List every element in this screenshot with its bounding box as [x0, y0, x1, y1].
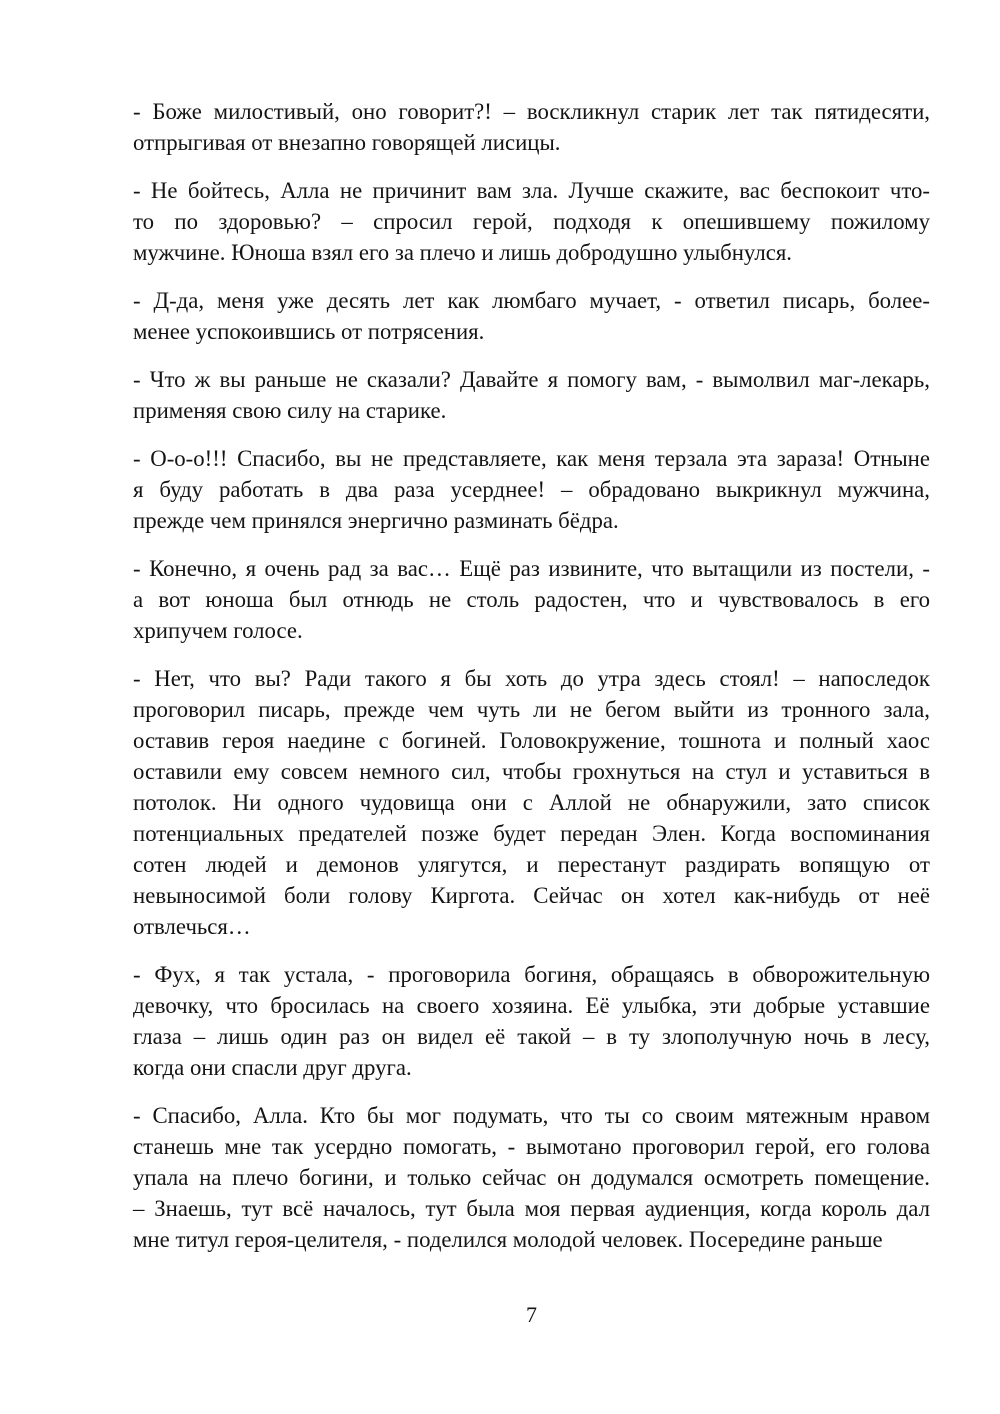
text-line: проговорил писарь, прежде чем чуть ли не бегом выйти из тронного зала, [133, 697, 930, 722]
paragraph [133, 175, 930, 268]
text-line: а вот юноша был отнюдь не столь радостен, что и чувствовалось в его [133, 587, 930, 612]
text-line: потолок. Ни одного чудовища они с Аллой не обнаружили, зато список [133, 790, 930, 815]
text-line: потенциальных предателей позже будет передан Элен. Когда воспоминания [133, 821, 930, 846]
text-line: прежде чем принялся энергично разминать бёдра. [133, 508, 619, 533]
text-block [133, 96, 930, 1255]
text-line: - Боже милостивый, оно говорит?! – воскликнул старик лет так пятидесяти, [133, 99, 930, 124]
text-line: сотен людей и демонов улягутся, и перестанут раздирать вопящую от [133, 852, 930, 877]
text-line: менее успокоившись от потрясения. [133, 319, 485, 344]
text-line: - Д-да, меня уже десять лет как люмбаго мучает, - ответил писарь, более- [133, 288, 930, 313]
text-line: упала на плечо богини, и только сейчас он додумался осмотреть помещение. [133, 1165, 930, 1190]
text-line: - О-о-о!!! Спасибо, вы не представляете, как меня терзала эта зараза! Отныне [133, 446, 930, 471]
text-line: оставив героя наедине с богиней. Головокружение, тошнота и полный хаос [133, 728, 930, 753]
text-line: станешь мне так усердно помогать, - вымотано проговорил герой, его голова [133, 1134, 930, 1159]
paragraph [133, 285, 930, 347]
text-line: - Конечно, я очень рад за вас… Ещё раз извините, что вытащили из постели, - [133, 556, 930, 581]
text-line: хрипучем голосе. [133, 618, 303, 643]
paragraph [133, 443, 930, 536]
paragraph [133, 96, 930, 158]
paragraph [133, 663, 930, 942]
paragraph [133, 959, 930, 1083]
text-line: - Нет, что вы? Ради такого я бы хоть до утра здесь стоял! – напоследок [133, 666, 930, 691]
text-line: - Фух, я так устала, - проговорила богиня, обращаясь в обворожительную [133, 962, 930, 987]
text-line: я буду работать в два раза усерднее! – обрадовано выкрикнул мужчина, [133, 477, 930, 502]
text-line: отвлечься… [133, 914, 251, 939]
page-number: 7 [526, 1302, 537, 1327]
text-line: глаза – лишь один раз он видел её такой – в ту злополучную ночь в лесу, [133, 1024, 930, 1049]
text-line: девочку, что бросилась на своего хозяина. Её улыбка, эти добрые уставшие [133, 993, 930, 1018]
text-line: невыносимой боли голову Киргота. Сейчас он хотел как-нибудь от неё [133, 883, 930, 908]
text-line: оставили ему совсем немного сил, чтобы грохнуться на стул и уставиться в [133, 759, 930, 784]
paragraph [133, 553, 930, 646]
text-line: - Спасибо, Алла. Кто бы мог подумать, что ты со своим мятежным нравом [133, 1103, 930, 1128]
page-footer [133, 1301, 930, 1329]
text-line: отпрыгивая от внезапно говорящей лисицы. [133, 130, 561, 155]
paragraph [133, 1100, 930, 1255]
text-line: – Знаешь, тут всё началось, тут была моя первая аудиенция, когда король дал [133, 1196, 930, 1221]
text-line: мне титул героя-целителя, - поделился молодой человек. Посередине раньше [133, 1227, 883, 1252]
paragraph [133, 364, 930, 426]
text-line: то по здоровью? – спросил герой, подходя к опешившему пожилому [133, 209, 930, 234]
text-line: когда они спасли друг друга. [133, 1055, 412, 1080]
text-line: мужчине. Юноша взял его за плечо и лишь добродушно улыбнулся. [133, 240, 793, 265]
text-line: - Не бойтесь, Алла не причинит вам зла. Лучше скажите, вас беспокоит что- [133, 178, 930, 203]
text-line: - Что ж вы раньше не сказали? Давайте я помогу вам, - вымолвил маг-лекарь, [133, 367, 930, 392]
text-line: применяя свою силу на старике. [133, 398, 447, 423]
